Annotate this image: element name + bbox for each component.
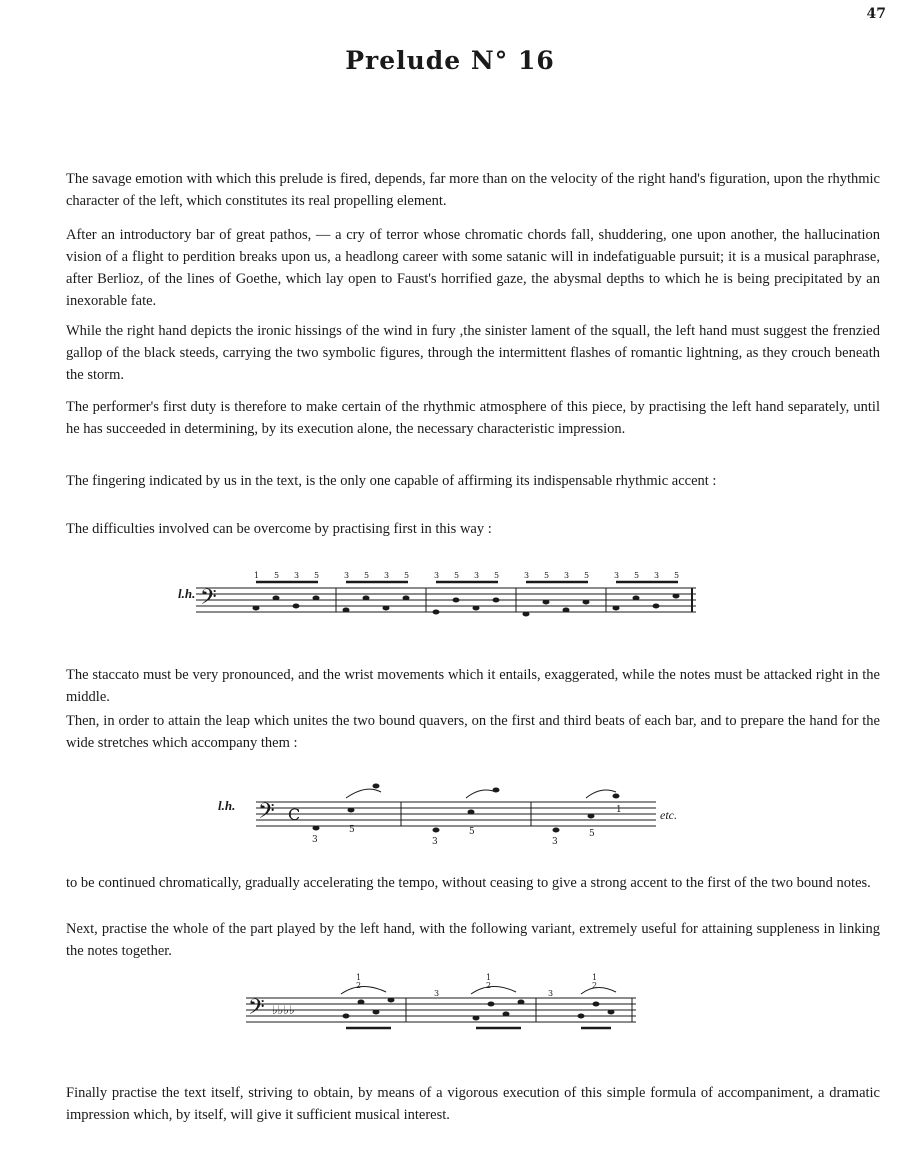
paragraph-1: The savage emotion with which this prelude is fired, depends, far more than on the velocity of the right hand's figuration, upon the rhythmic character of the left, which constitutes its real propelling element. (66, 171, 880, 209)
svg-text:C: C (288, 805, 301, 824)
svg-text:1: 1 (356, 973, 362, 982)
svg-text:5: 5 (364, 571, 370, 580)
left-hand-label-1: l.h. (178, 586, 196, 601)
svg-text:3: 3 (434, 989, 440, 998)
svg-text:1: 1 (616, 805, 622, 815)
svg-text:5: 5 (314, 571, 320, 580)
paragraph-11: Finally practise the text itself, striving to obtain, by means of a vigorous execution of this simple formula of accompaniment, a dramatic impression which, by itself, will give it sufficient musical interest. (66, 1085, 880, 1123)
svg-text:1: 1 (254, 571, 260, 580)
paragraph-2: After an introductory bar of great pathos, — a cry of terror whose chromatic chords fall, shuddering, one upon another, the hallucination vision of a flight to perdition breaks upon us, a headlong career with some satanic will in indefatiguable pursuit; it is a musical paraphrase, after Berlioz, of the lines of Goethe, which lay open to Faust's horrified gaze, the abysmal depths to which he is being precipitated by an inexorable fate. (66, 227, 880, 309)
svg-text:5: 5 (584, 571, 590, 580)
paragraph-9: to be continued chromatically, gradually accelerating the tempo, without ceasing to give a strong accent to the first of the two bound notes. (66, 875, 871, 891)
paragraph-5: The fingering indicated by us in the text, is the only one capable of affirming its indispensable rhythmic accent : (66, 473, 717, 489)
svg-text:3: 3 (344, 571, 350, 580)
svg-text:2: 2 (356, 981, 362, 990)
svg-text:2: 2 (592, 981, 598, 990)
svg-text:5: 5 (469, 827, 475, 837)
svg-text:5: 5 (274, 571, 280, 580)
paragraph-6: The difficulties involved can be overcome by practising first in this way : (66, 521, 492, 537)
svg-text:5: 5 (589, 829, 595, 839)
paragraph-3: While the right hand depicts the ironic hissings of the wind in fury ,the sinister lament of the squall, the left hand must suggest the frenzied gallop of the black steeds, carrying the two symbolic figures, through the intermittent flashes of romantic lightning, as they crouch beneath the storm. (66, 323, 880, 383)
left-hand-label-2: l.h. (218, 798, 236, 813)
svg-text:3: 3 (432, 837, 438, 847)
paragraph-4: The performer's first duty is therefore to make certain of the rhythmic atmosphere of this piece, by practising the left hand separately, until he has succeeded in determining, by its execution alone, the necessary characteristic impression. (66, 399, 880, 437)
svg-text:𝄢: 𝄢 (258, 799, 275, 829)
svg-text:5: 5 (454, 571, 460, 580)
svg-text:3: 3 (654, 571, 660, 580)
svg-text:3: 3 (524, 571, 530, 580)
svg-text:3: 3 (552, 837, 558, 847)
paragraph-10: Next, practise the whole of the part played by the left hand, with the following variant, extremely useful for attaining suppleness in linking the notes together. (66, 921, 880, 959)
svg-text:3: 3 (474, 571, 480, 580)
svg-text:5: 5 (544, 571, 550, 580)
svg-text:1: 1 (592, 973, 598, 982)
music-example-1 (196, 568, 696, 628)
svg-text:2: 2 (486, 981, 492, 990)
svg-text:𝄢: 𝄢 (248, 995, 265, 1025)
svg-text:5: 5 (404, 571, 410, 580)
music-example-3 (246, 972, 636, 1038)
etc-label: etc. (660, 808, 677, 822)
svg-text:5: 5 (634, 571, 640, 580)
svg-text:1: 1 (486, 973, 492, 982)
svg-text:𝄢: 𝄢 (200, 585, 217, 615)
svg-text:5: 5 (494, 571, 500, 580)
svg-text:3: 3 (548, 989, 554, 998)
page-number: 47 (866, 6, 886, 22)
paragraph-8: Then, in order to attain the leap which unites the two bound quavers, on the first and third beats of each bar, and to prepare the hand for the wide stretches which accompany them : (66, 713, 880, 751)
svg-text:3: 3 (564, 571, 570, 580)
svg-text:3: 3 (384, 571, 390, 580)
svg-text:5: 5 (674, 571, 680, 580)
svg-text:3: 3 (614, 571, 620, 580)
paragraph-7: The staccato must be very pronounced, and the wrist movements which it entails, exaggerated, while the notes must be attacked right in the middle. (66, 667, 880, 705)
page-title: Prelude N° 16 (345, 46, 555, 75)
svg-text:♭♭♭♭: ♭♭♭♭ (272, 1003, 295, 1017)
svg-text:3: 3 (312, 835, 318, 845)
svg-text:3: 3 (294, 571, 300, 580)
music-example-2 (256, 770, 656, 850)
svg-text:5: 5 (349, 825, 355, 835)
svg-text:3: 3 (434, 571, 440, 580)
